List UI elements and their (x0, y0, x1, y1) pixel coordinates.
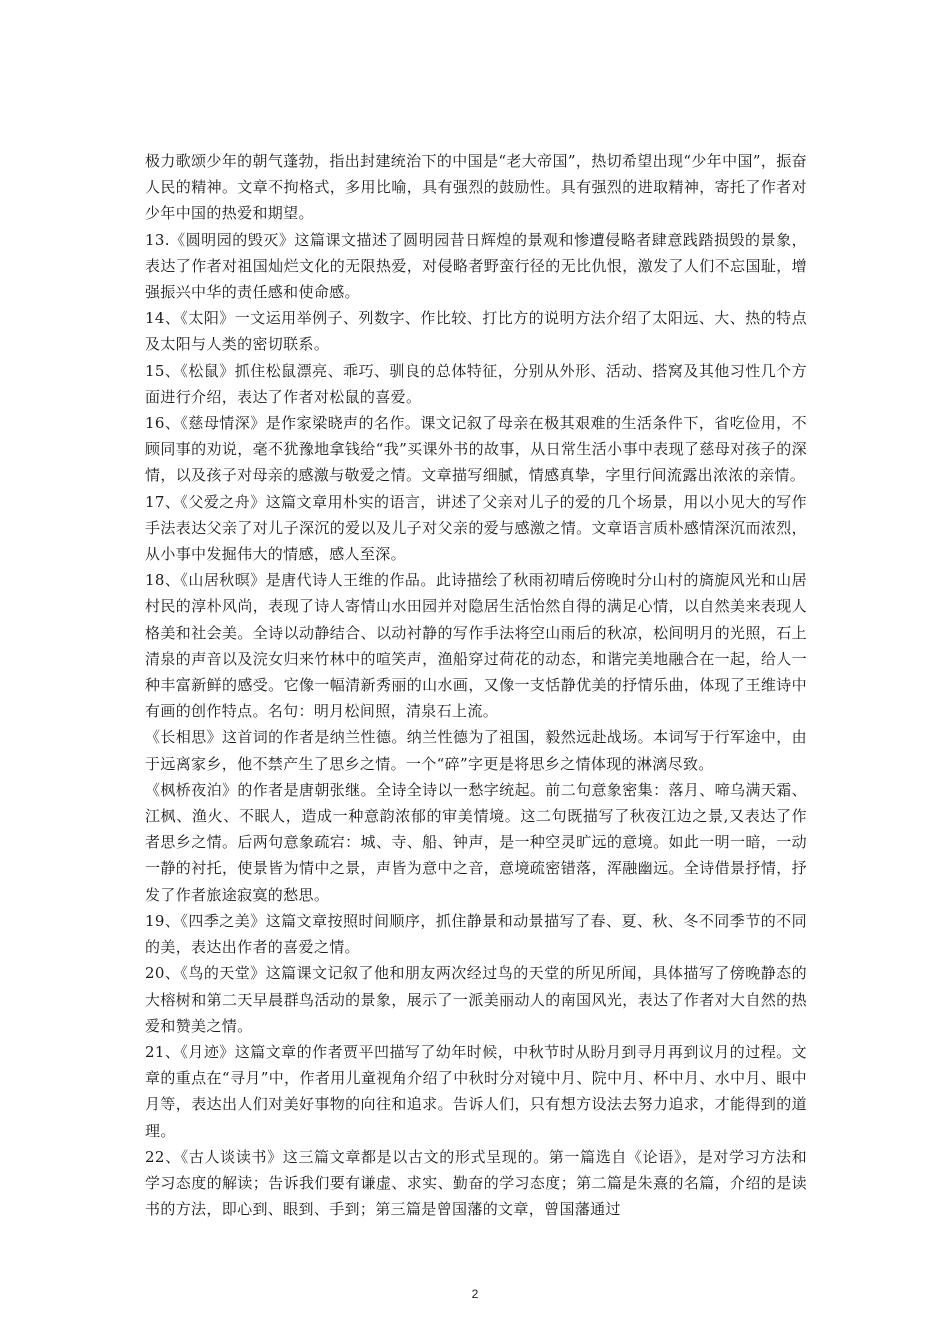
paragraph-18-shanju-qiuming: 18、《山居秋暝》是唐代诗人王维的作品。此诗描绘了秋雨初晴后傍晚时分山村的旖旎风光和山居村民的淳朴风尚，表现了诗人寄情山水田园并对隐居生活怡然自得的满足心情，以自然美来表现人格美和社会美。全诗以动静结合、以动衬静的写作手法将空山雨后的秋凉，松间明月的光照，石上清泉的声音以及浣女归来竹林中的喧笑声，渔船穿过荷花的动态，和谐完美地融合在一起，给人一种丰富新鲜的感受。它像一幅清新秀丽的山水画，又像一支恬静优美的抒情乐曲，体现了王维诗中有画的创作特点。名句：明月松间照，清泉石上流。 (145, 571, 807, 721)
paragraph-shaonian-zhongguo: 极力歌颂少年的朝气蓬勃，指出封建统治下的中国是“老大帝国”，热切希望出现“少年中国”，振奋人民的精神。文章不拘格式，多用比喻，具有强烈的鼓励性。具有强烈的进取精神，寄托了作者对少年中国的热爱和期望。 (145, 152, 807, 223)
paragraph-15-songshu: 15、《松鼠》抓住松鼠漂亮、乖巧、驯良的总体特征，分别从外形、活动、搭窝及其他习性几个方面进行介绍，表达了作者对松鼠的喜爱。 (145, 361, 807, 406)
paragraph-changxiangsi: 《长相思》这首词的作者是纳兰性德。纳兰性德为了祖国，毅然远赴战场。本词写于行军途中，由于远离家乡，他不禁产生了思乡之情。一个“碎”字更是将思乡之情体现的淋漓尽致。 (145, 728, 807, 773)
paragraph-20-niao-de-tiantang: 20、《鸟的天堂》这篇课文记叙了他和朋友两次经过鸟的天堂的所见所闻，具体描写了傍晚静态的大榕树和第二天早晨群鸟活动的景象，展示了一派美丽动人的南国风光，表达了作者对大自然的热爱和赞美之情。 (145, 964, 807, 1035)
paragraph-16-cimu-qingshen: 16、《慈母情深》是作家梁晓声的名作。课文记叙了母亲在极其艰难的生活条件下，省吃俭用，不顾同事的劝说，毫不犹豫地拿钱给“我”买课外书的故事，从日常生活小事中表现了慈母对孩子的深情，以及孩子对母亲的感激与敬爱之情。文章描写细腻，情感真挚，字里行间流露出浓浓的亲情。 (145, 414, 807, 485)
document-body (145, 148, 807, 1222)
paragraph-17-fuai-zhizhou: 17、《父爱之舟》这篇文章用朴实的语言，讲述了父亲对儿子的爱的几个场景，用以小见大的写作手法表达父亲了对儿子深沉的爱以及儿子对父亲的爱与感激之情。文章语言质朴感情深沉而浓烈，从小事中发掘伟大的情感，感人至深。 (145, 492, 807, 564)
paragraph-13-yuanmingyuan: 13.《圆明园的毁灭》这篇课文描述了圆明园昔日辉煌的景观和惨遭侵略者肆意践踏损毁的景象，表达了作者对祖国灿烂文化的无限热爱，对侵略者野蛮行径的无比仇恨，激发了人们不忘国耻，增强振兴中华的责任感和使命感。 (145, 230, 807, 302)
paragraph-21-yueji: 21、《月迹》这篇文章的作者贾平凹描写了幼年时候，中秋节时从盼月到寻月再到议月的过程。文章的重点在“寻月”中，作者用儿童视角介绍了中秋时分对镜中月、院中月、杯中月、水中月、眼中月等，表达出人们对美好事物的向往和追求。告诉人们，只有想方设法去努力追求，才能得到的道理。 (145, 1042, 807, 1140)
paragraph-fengqiao-yebo: 《枫桥夜泊》的作者是唐朝张继。全诗全诗以一愁字统起。前二句意象密集：落月、啼乌满天霜、江枫、渔火、不眠人，造成一种意韵浓郁的审美情境。这二句既描写了秋夜江边之景,又表达了作者思乡之情。后两句意象疏宕：城、寺、船、钟声，是一种空灵旷远的意境。如此一明一暗，一动一静的衬托，使景皆为情中之景，声皆为意中之音，意境疏密错落，浑融幽远。全诗借景抒情，抒发了作者旅途寂寞的愁思。 (145, 780, 807, 904)
paragraph-19-siji-zhimei: 19、《四季之美》这篇文章按照时间顺序，抓住静景和动景描写了春、夏、秋、冬不同季节的不同的美，表达出作者的喜爱之情。 (145, 911, 807, 957)
paragraph-22-guren-tan-dushu: 22、《古人谈读书》这三篇文章都是以古文的形式呈现的。第一篇选自《论语》，是对学习方法和学习态度的解读；告诉我们要有谦虚、求实、勤奋的学习态度；第二篇是朱熹的名篇，介绍的是读书的方法，即心到、眼到、手到；第三篇是曾国藩的文章，曾国藩通过 (145, 1147, 807, 1219)
page-number: 2 (471, 1287, 479, 1301)
paragraph-14-taiyang: 14、《太阳》一文运用举例子、列数字、作比较、打比方的说明方法介绍了太阳远、大、热的特点及太阳与人类的密切联系。 (145, 309, 807, 354)
